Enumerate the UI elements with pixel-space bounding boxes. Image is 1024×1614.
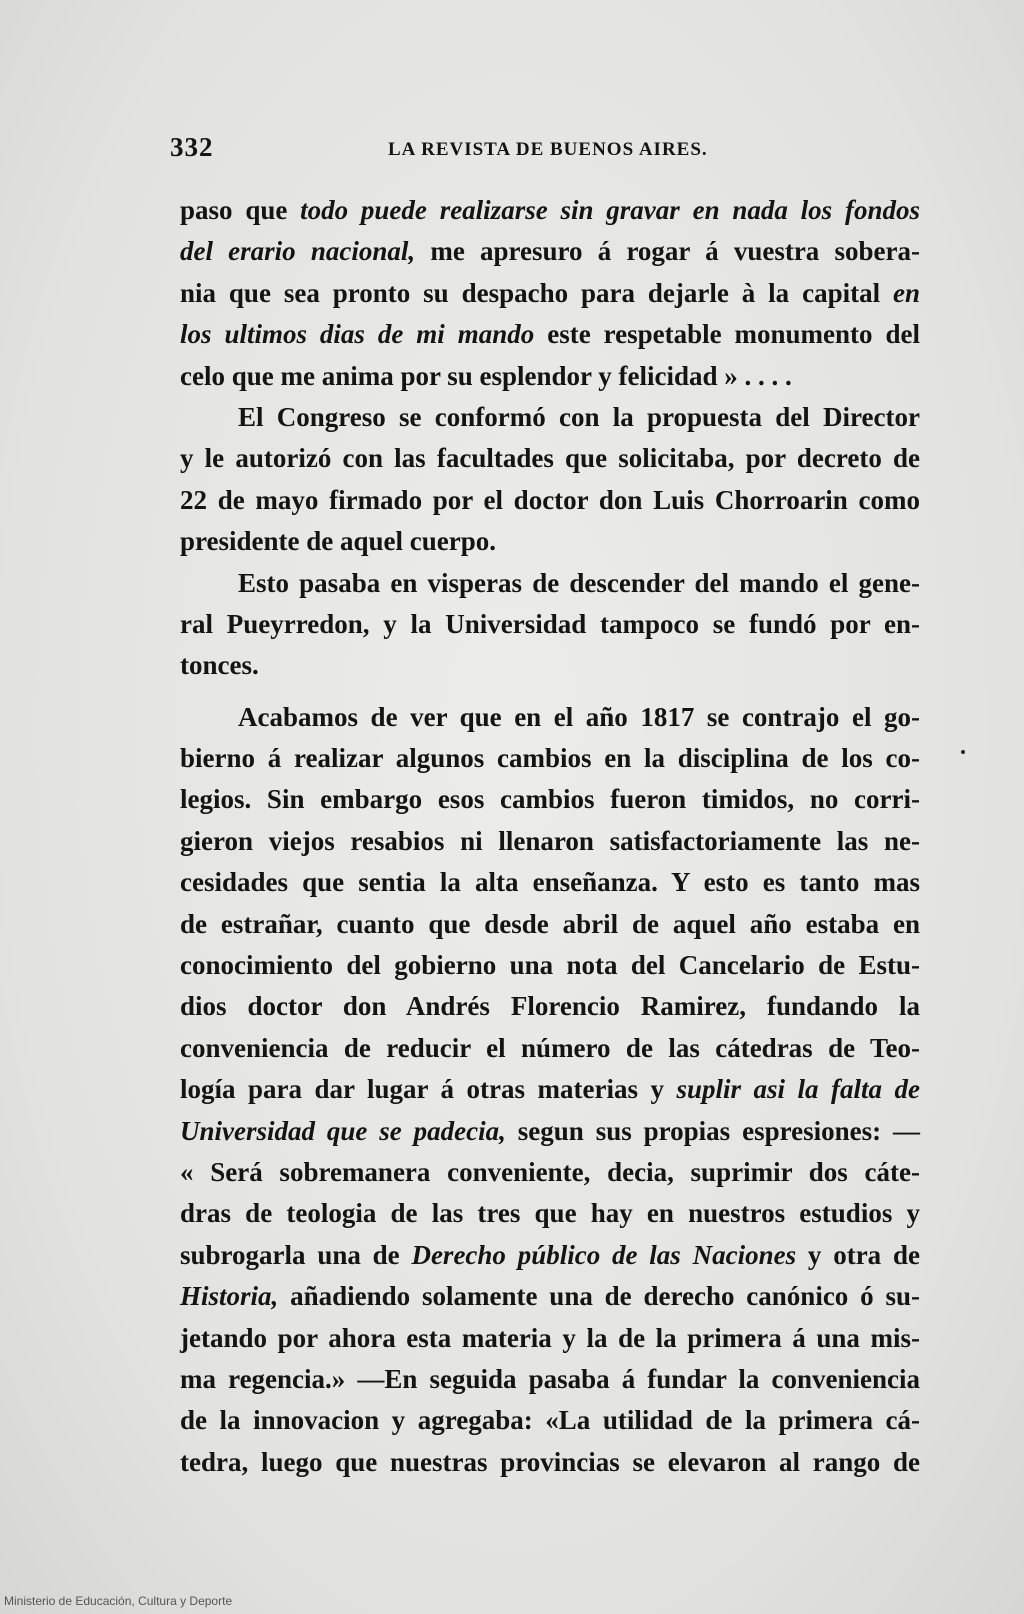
text-segment: logía para dar lugar á otras materias y xyxy=(180,1074,677,1105)
text-line xyxy=(180,1442,920,1483)
text-segment: Acabamos de ver que en el año 1817 se contrajo el go- xyxy=(238,701,920,732)
text-line xyxy=(180,1028,920,1069)
text-line xyxy=(180,779,920,820)
text-segment: tonces. xyxy=(180,650,259,681)
text-line xyxy=(180,1400,920,1441)
text-segment: segun sus propias espresiones: — xyxy=(505,1115,920,1146)
text-segment: paso que xyxy=(180,195,301,225)
text-line xyxy=(180,521,920,562)
text-segment: subrogarla una de xyxy=(180,1239,412,1270)
text-segment: me apresuro á rogar á vuestra sobera- xyxy=(415,236,920,267)
text-segment: añadiendo solamente una de derecho canónico ó su- xyxy=(278,1281,920,1312)
text-segment: dios doctor don Andrés Florencio Ramirez, fundando la xyxy=(180,991,920,1022)
text-segment: nia que sea pronto su despacho para dejarle à la capital xyxy=(180,277,893,308)
text-segment: bierno á realizar algunos cambios en la disciplina de los co- xyxy=(180,743,920,774)
text-segment: dras de teologia de las tres que hay en nuestros estudios y xyxy=(180,1198,920,1229)
page-number: 332 xyxy=(170,132,214,162)
text-line xyxy=(180,986,920,1027)
italic-text: del erario nacional, xyxy=(180,236,416,267)
text-segment: y le autorizó con las facultades que solicitaba, por decreto de xyxy=(180,443,920,474)
text-segment: y otra de xyxy=(796,1239,920,1270)
text-line xyxy=(180,1193,920,1234)
italic-text: Historia, xyxy=(180,1281,279,1312)
text-segment: de la innovacion y agregaba: «La utilidad de la primera cá- xyxy=(180,1405,920,1436)
text-line xyxy=(180,1111,920,1152)
text-segment: cesidades que sentia la alta enseñanza. Y esto es tanto mas xyxy=(180,867,920,898)
text-line xyxy=(180,480,920,521)
text-segment: ma regencia.» —En seguida pasaba á fundar la conveniencia xyxy=(180,1363,920,1394)
text-segment: ral Pueyrredon, y la Universidad tampoco se fundó por en- xyxy=(180,608,920,639)
text-line xyxy=(180,1318,920,1359)
text-line xyxy=(180,821,920,862)
text-line xyxy=(180,314,920,355)
text-segment: de estrañar, cuanto que desde abril de aquel año estaba en xyxy=(180,908,920,939)
text-segment: « Será sobremanera conveniente, decia, suprimir dos cáte- xyxy=(180,1156,920,1187)
text-line xyxy=(180,563,920,604)
footer-credit: Ministerio de Educación, Cultura y Deporte xyxy=(4,1594,233,1608)
text-segment: gieron viejos resabios ni llenaron satisfactoriamente las ne- xyxy=(180,825,920,856)
text-line xyxy=(180,1276,920,1317)
body-text xyxy=(180,190,920,1483)
text-segment: conveniencia de reducir el número de las cátedras de Teo- xyxy=(180,1032,920,1063)
text-line xyxy=(180,356,920,397)
text-segment: Esto pasaba en visperas de descender del mando el gene- xyxy=(238,567,920,598)
text-segment: este respetable monumento del xyxy=(534,319,920,350)
text-segment: 22 de mayo firmado por el doctor don Luis Chorroarin como xyxy=(180,484,920,515)
text-line xyxy=(180,645,920,686)
italic-text: Derecho público de las Naciones xyxy=(411,1239,797,1270)
text-line xyxy=(180,1359,920,1400)
italic-text: suplir asi la falta de xyxy=(676,1074,920,1105)
text-line xyxy=(180,862,920,903)
text-line xyxy=(180,904,920,945)
text-segment: legios. Sin embargo esos cambios fueron timidos, no corri- xyxy=(180,784,920,815)
text-line xyxy=(180,273,920,314)
text-segment: El Congreso se conformó con la propuesta del Director xyxy=(238,401,920,432)
italic-text: en xyxy=(893,277,920,308)
text-line xyxy=(180,738,920,779)
italic-text: Universidad que se padecia, xyxy=(180,1115,506,1146)
page-header xyxy=(170,132,730,168)
margin-mark xyxy=(961,750,965,754)
text-line xyxy=(180,1069,920,1110)
text-segment: jetando por ahora esta materia y la de la primera á una mis- xyxy=(180,1322,920,1353)
text-line xyxy=(180,1235,920,1276)
text-line xyxy=(180,438,920,479)
italic-text: todo puede realizarse sin gravar en nada los fondos xyxy=(300,195,920,225)
italic-text: los ultimos dias de mi mando xyxy=(180,319,535,350)
text-line xyxy=(180,231,920,272)
text-line xyxy=(180,1152,920,1193)
text-segment: tedra, luego que nuestras provincias se elevaron al rango de xyxy=(180,1446,920,1477)
text-segment: celo que me anima por su esplendor y felicidad » . . . . xyxy=(180,360,792,391)
text-line xyxy=(180,945,920,986)
text-line xyxy=(180,397,920,438)
text-line xyxy=(180,697,920,738)
text-segment: conocimiento del gobierno una nota del Cancelario de Estu- xyxy=(180,950,920,981)
text-line xyxy=(180,190,920,231)
running-title: LA REVISTA DE BUENOS AIRES. xyxy=(388,139,708,160)
text-line xyxy=(180,604,920,645)
text-segment: presidente de aquel cuerpo. xyxy=(180,526,496,557)
